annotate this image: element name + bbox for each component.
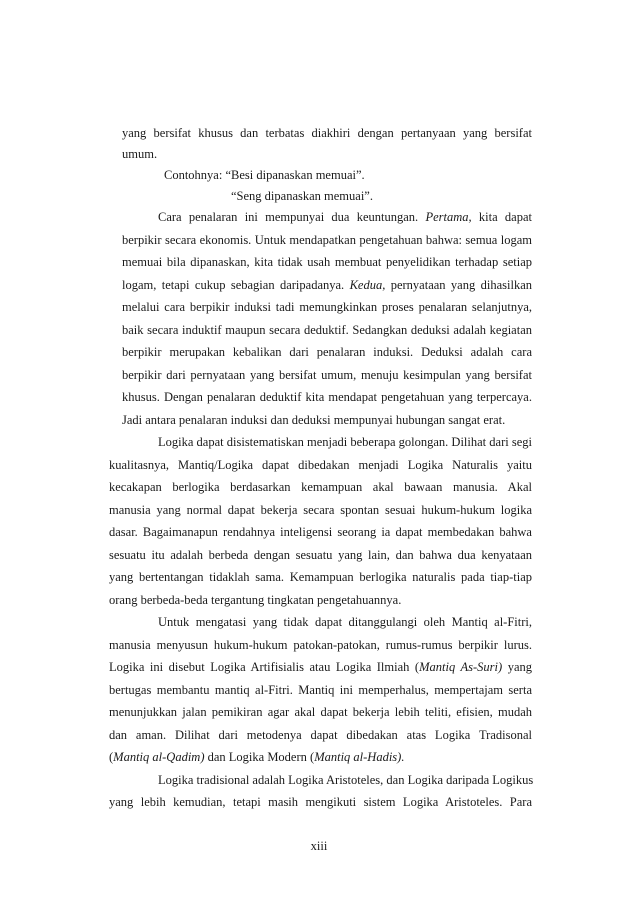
text-line: manusia menyusun hukum-hukum patokan-patokan, rumus-rumus berpikir lurus. <box>109 638 532 652</box>
text-line: Untuk mengatasi yang tidak dapat ditanggulangi oleh Mantiq al-Fitri, <box>158 615 532 629</box>
example-line: Contohnya: “Besi dipanaskan memuai”. <box>164 168 365 182</box>
text-line-mantiq-qadim: (Mantiq al-Qadim) dan Logika Modern (Mantiq al-Hadis). <box>109 750 405 764</box>
text-line: berpikir dari pernyataan yang bersifat umum, menuju kesimpulan yang bersifat <box>122 368 532 382</box>
text-line-pertama: Cara penalaran ini mempunyai dua keuntungan. Pertama, kita dapat <box>158 210 532 224</box>
text-line: menunjukkan jalan pemikiran agar akal dapat bekerja lebih teliti, efisien, mudah <box>109 705 532 719</box>
text-line: baik secara induktif maupun secara deduktif. Sedangkan deduksi adalah kegiatan <box>122 323 532 337</box>
example-line: “Seng dipanaskan memuai”. <box>231 189 373 203</box>
text-line: umum. <box>122 147 158 161</box>
text-line: memuai bila dipanaskan, kita tidak usah membuat penyelidikan terhadap setiap <box>122 255 532 269</box>
text-line: yang bersifat khusus dan terbatas diakhiri dengan pertanyaan yang bersifat <box>122 126 532 140</box>
text-line: Jadi antara penalaran induksi dan deduksi mempunyai hubungan sangat erat. <box>122 413 506 427</box>
text-line: dan aman. Dilihat dari metodenya dapat dibedakan atas Logika Tradisonal <box>109 728 532 742</box>
text-line: berpikir secara ekonomis. Untuk mendapatkan pengetahuan bahwa: semua logam <box>122 233 532 247</box>
text-line: manusia yang normal dapat bekerja secara spontan sesuai hukum-hukum logika <box>109 503 532 517</box>
text-line: dasar. Bagaimanapun rendahnya inteligensi seorang ia dapat membedakan bahwa <box>109 525 532 539</box>
text-line: yang bertentangan tidaklah sama. Kemampuan berlogika naturalis pada tiap-tiap <box>109 570 532 584</box>
text-line: berpikir merupakan kebalikan dari penalaran induksi. Deduksi adalah cara <box>122 345 532 359</box>
text-line: Logika tradisional adalah Logika Aristoteles, dan Logika daripada Logikus <box>158 773 534 787</box>
text-line-kedua: logam, tetapi cukup sebagian daripadanya. Kedua, pernyataan yang dihasilkan <box>122 278 532 292</box>
text-line: Logika dapat disistematiskan menjadi beberapa golongan. Dilihat dari segi <box>158 435 532 449</box>
text-line-mantiq-as-suri: Logika ini disebut Logika Artifisialis atau Logika Ilmiah (Mantiq As-Suri) yang <box>109 660 532 674</box>
text-line: sesuatu itu adalah berbeda dengan sesuatu yang lain, dan bahwa dua kenyataan <box>109 548 532 562</box>
text-line: khusus. Dengan penalaran deduktif kita mendapat pengetahuan yang terpercaya. <box>122 390 532 404</box>
text-line: orang berbeda-beda tergantung tingkatan pengetahuannya. <box>109 593 402 607</box>
text-line: melalui cara berpikir induksi tadi memungkinkan proses penalaran selanjutnya, <box>122 300 532 314</box>
text-line: yang lebih kemudian, tetapi masih mengikuti sistem Logika Aristoteles. Para <box>109 795 532 809</box>
text-line: bertugas membantu mantiq al-Fitri. Mantiq ini memperhalus, mempertajam serta <box>109 683 532 697</box>
text-line: kualitasnya, Mantiq/Logika dapat dibedakan menjadi Logika Naturalis yaitu <box>109 458 532 472</box>
page-number: xiii <box>310 839 328 853</box>
text-line: kecakapan berlogika berdasarkan kemampuan akal bawaan manusia. Akal <box>109 480 532 494</box>
